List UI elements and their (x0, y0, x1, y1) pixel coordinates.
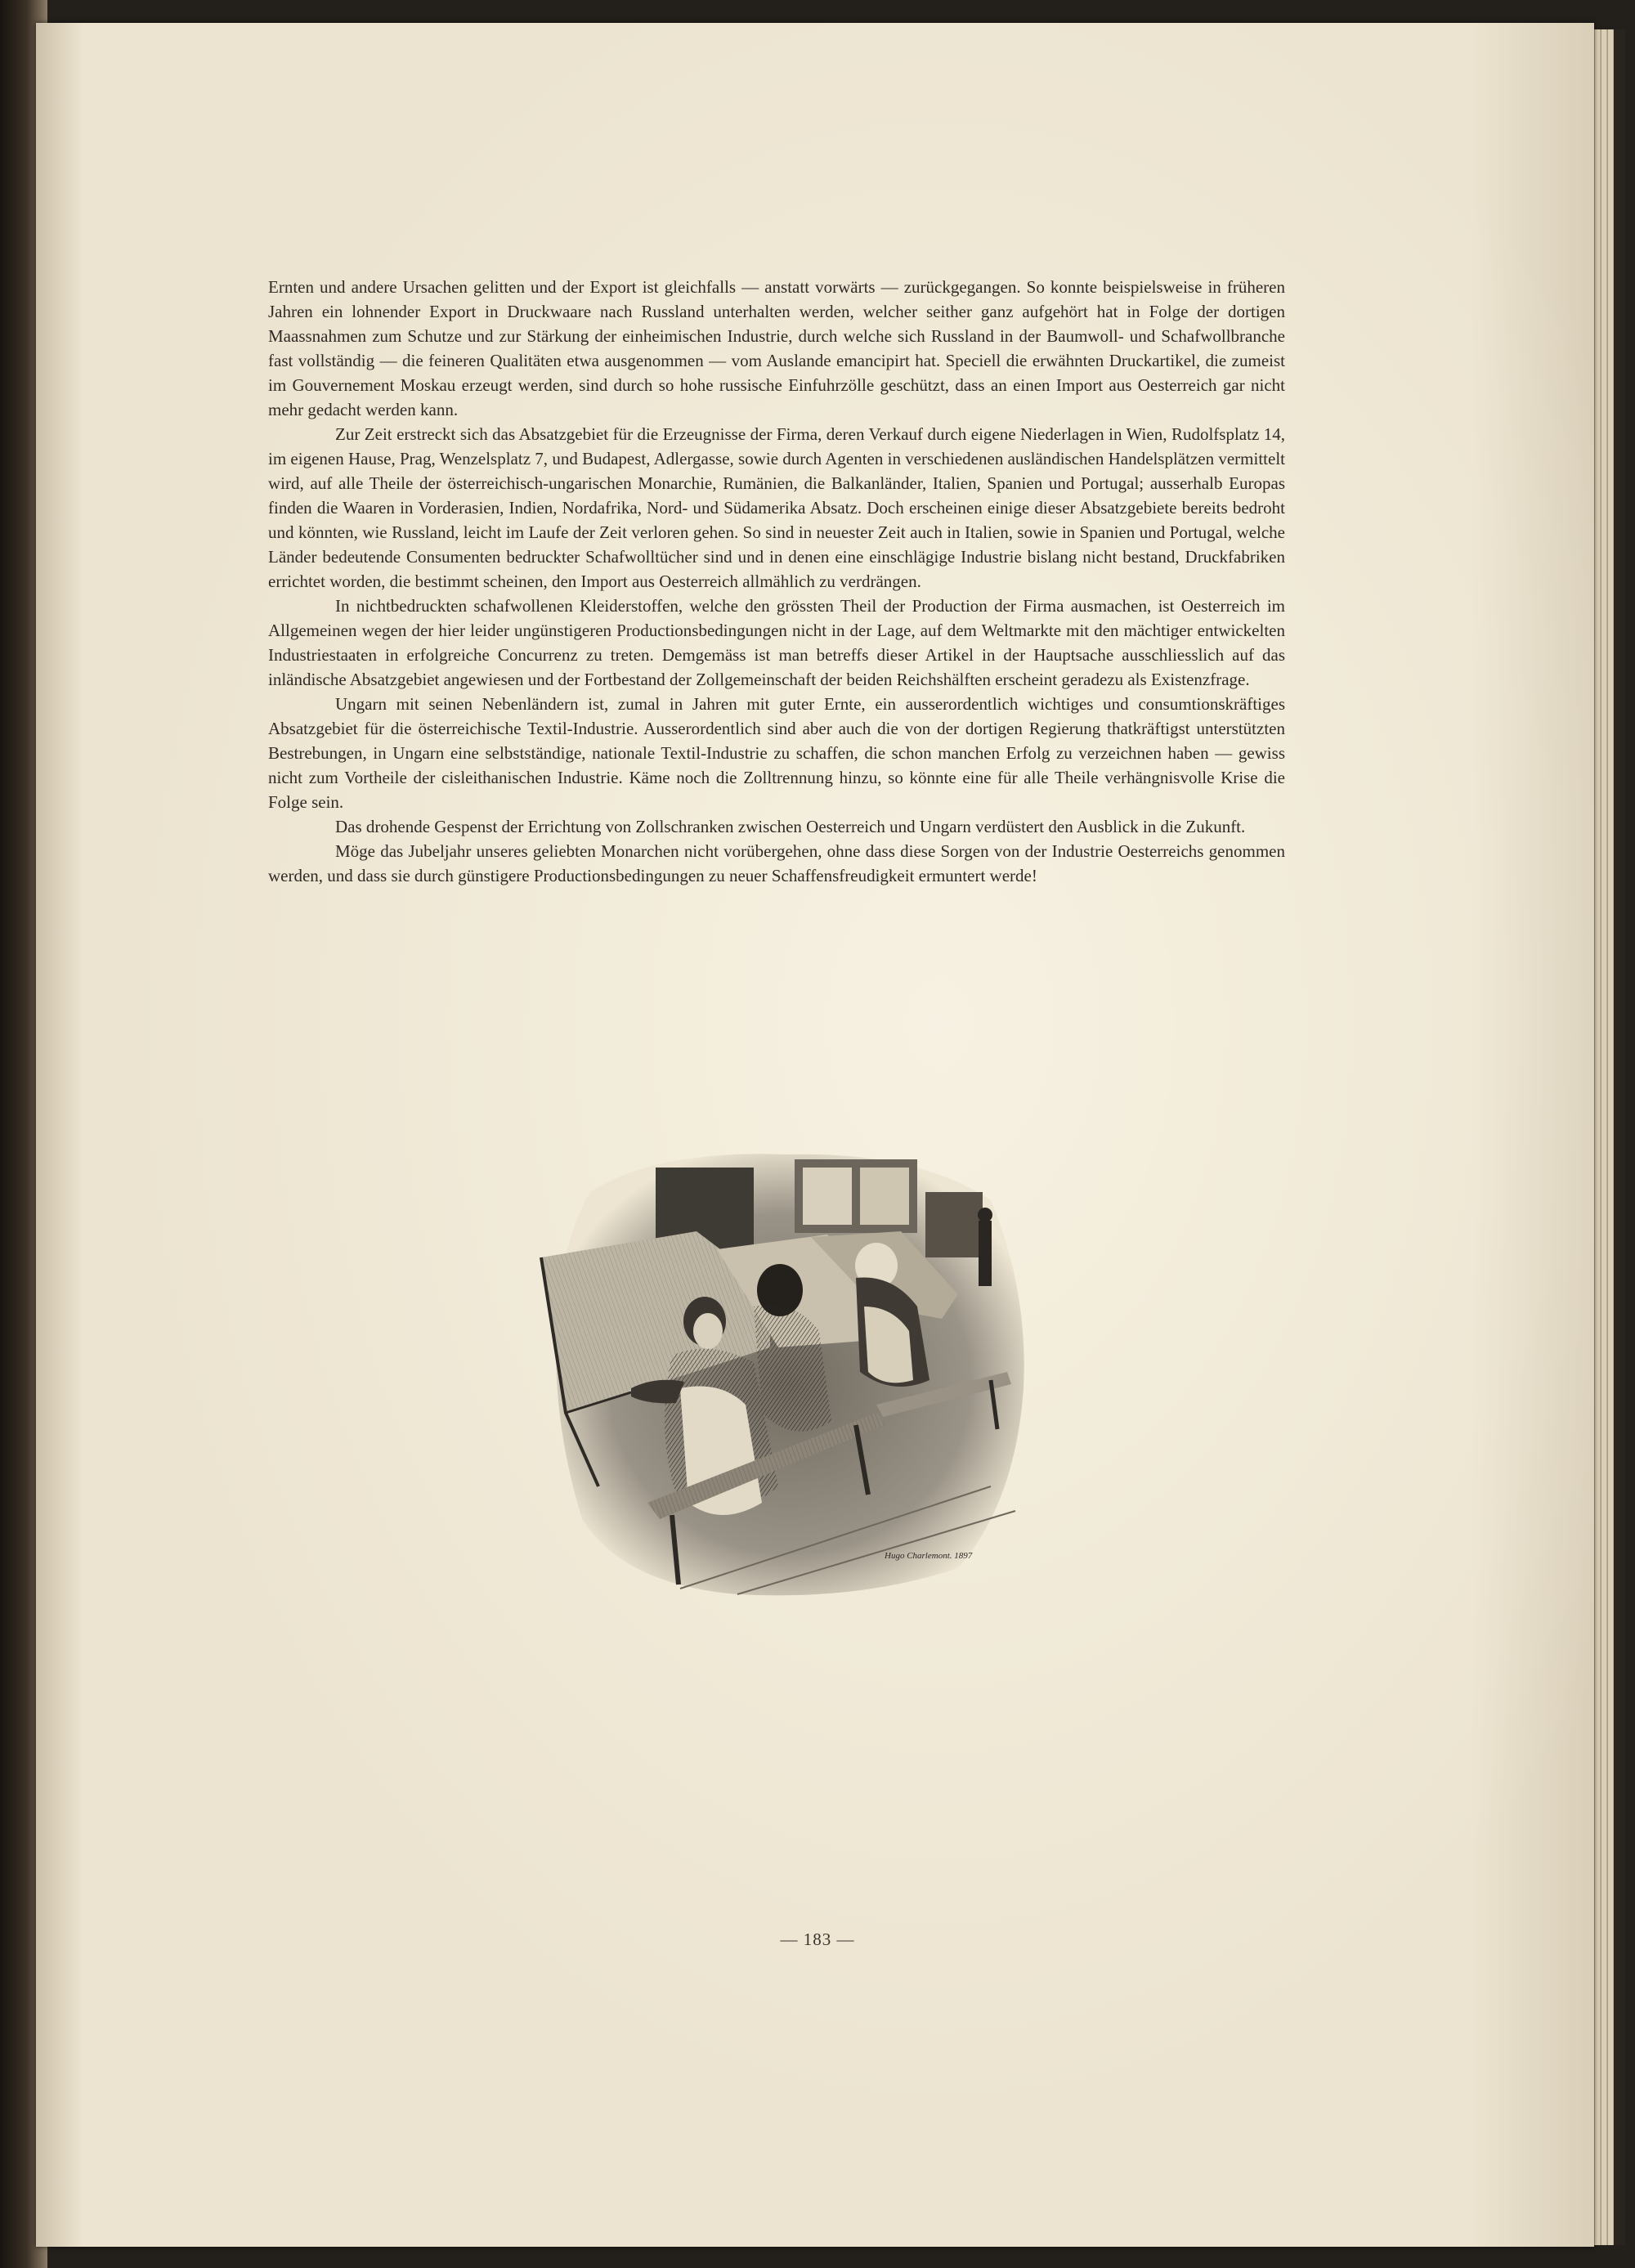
paragraph: Ernten und andere Ursachen gelitten und der Export ist gleichfalls — anstatt vorwärts — zurückgegangen. So konnte beispielsweise in früheren Jahren ein lohnender Export in Druckwaare nach Russland unterhalten werden, welcher seither ganz aufgehört hat in Folge der dortigen Maassnahmen zum Schutze und zur Stärkung der einheimischen Industrie, durch welche sich Russland in der Baumwoll- und Schafwollbranche fast vollständig — die feineren Qualitäten etwa ausgenommen — vom Auslande emancipirt hat. Speciell die erwähnten Druckartikel, die zumeist im Gouvernement Moskau erzeugt werden, sind durch so hohe russische Einfuhrzölle geschützt, dass an einen Import aus Oesterreich gar nicht mehr gedacht werden kann. (268, 277, 1285, 419)
body-text (268, 275, 1285, 888)
paragraph: In nichtbedruckten schafwollenen Kleiderstoffen, welche den grössten Theil der Production der Firma ausmachen, ist Oesterreich im Allgemeinen wegen der hier leider ungünstigeren Productionsbedingungen nicht in der Lage, auf dem Weltmarkte mit den mächtiger entwickelten Industriestaaten in erfolgreiche Concurrenz zu treten. Demgemäss ist man betreffs dieser Artikel in der Hauptsache ausschliesslich auf das inländische Absatzgebiet angewiesen und der Fortbestand der Zollgemeinschaft der beiden Reichshälften erscheint geradezu als Existenzfrage. (268, 596, 1285, 689)
illustration-signature: Hugo Charlemont. 1897 (885, 1551, 973, 1561)
page-number: — 183 — (780, 1930, 855, 1949)
book-cover-edge (1614, 29, 1625, 2245)
page-stack-edge (1601, 29, 1607, 2245)
page-stack-edge (1607, 29, 1614, 2245)
textile-workshop-illustration (533, 1143, 1033, 1602)
engraving-image (533, 1143, 1033, 1602)
paragraph: Zur Zeit erstreckt sich das Absatzgebiet für die Erzeugnisse der Firma, deren Verkauf durch eigene Niederlagen in Wien, Rudolfsplatz 14, im eigenen Hause, Prag, Wenzelsplatz 7, und Budapest, Adlergasse, sowie durch Agenten in verschiedenen ausländischen Handelsplätzen vermittelt wird, auf alle Theile der österreichisch-ungarischen Monarchie, Rumänien, die Balkanländer, Italien, Spanien und Portugal; ausserhalb Europas finden die Waaren in Vorderasien, Indien, Nordafrika, Nord- und Südamerika Absatz. Doch erscheinen einige dieser Absatzgebiete bereits bedroht und könnten, wie Russland, leicht im Laufe der Zeit verloren gehen. So sind in neuester Zeit auch in Italien, sowie in Spanien und Portugal, welche Länder bedeutende Consumenten bedruckter Schafwolltücher sind und in denen eine einschlägige Industrie bislang nicht bestand, Druckfabriken errichtet worden, die bestimmt scheinen, den Import aus Oesterreich allmählich zu verdrängen. (268, 424, 1285, 591)
paragraph: Das drohende Gespenst der Errichtung von Zollschranken zwischen Oesterreich und Ungarn verdüstert den Ausblick in die Zukunft. (335, 817, 1246, 836)
page-stack-edge (1594, 29, 1601, 2245)
paragraph: Möge das Jubeljahr unseres geliebten Monarchen nicht vorübergehen, ohne dass diese Sorgen von der Industrie Oesterreichs genommen werden, und dass sie durch günstigere Productionsbedingungen zu neuer Schaffensfreudigkeit ermuntert werde! (268, 841, 1285, 885)
paragraph: Ungarn mit seinen Nebenländern ist, zumal in Jahren mit guter Ernte, ein ausserordentlich wichtiges und consumtionskräftiges Absatzgebiet für die österreichische Textil-Industrie. Ausserordentlich sind aber auch die von der dortigen Regierung thatkräftigst unterstützten Bestrebungen, in Ungarn eine selbstständige, nationale Textil-Industrie zu schaffen, die schon manchen Erfolg zu verzeichnen haben — gewiss nicht zum Vortheile der cisleithanischen Industrie. Käme noch die Zolltrennung hinzu, so könnte eine für alle Theile verhängnisvolle Krise die Folge sein. (268, 694, 1285, 812)
